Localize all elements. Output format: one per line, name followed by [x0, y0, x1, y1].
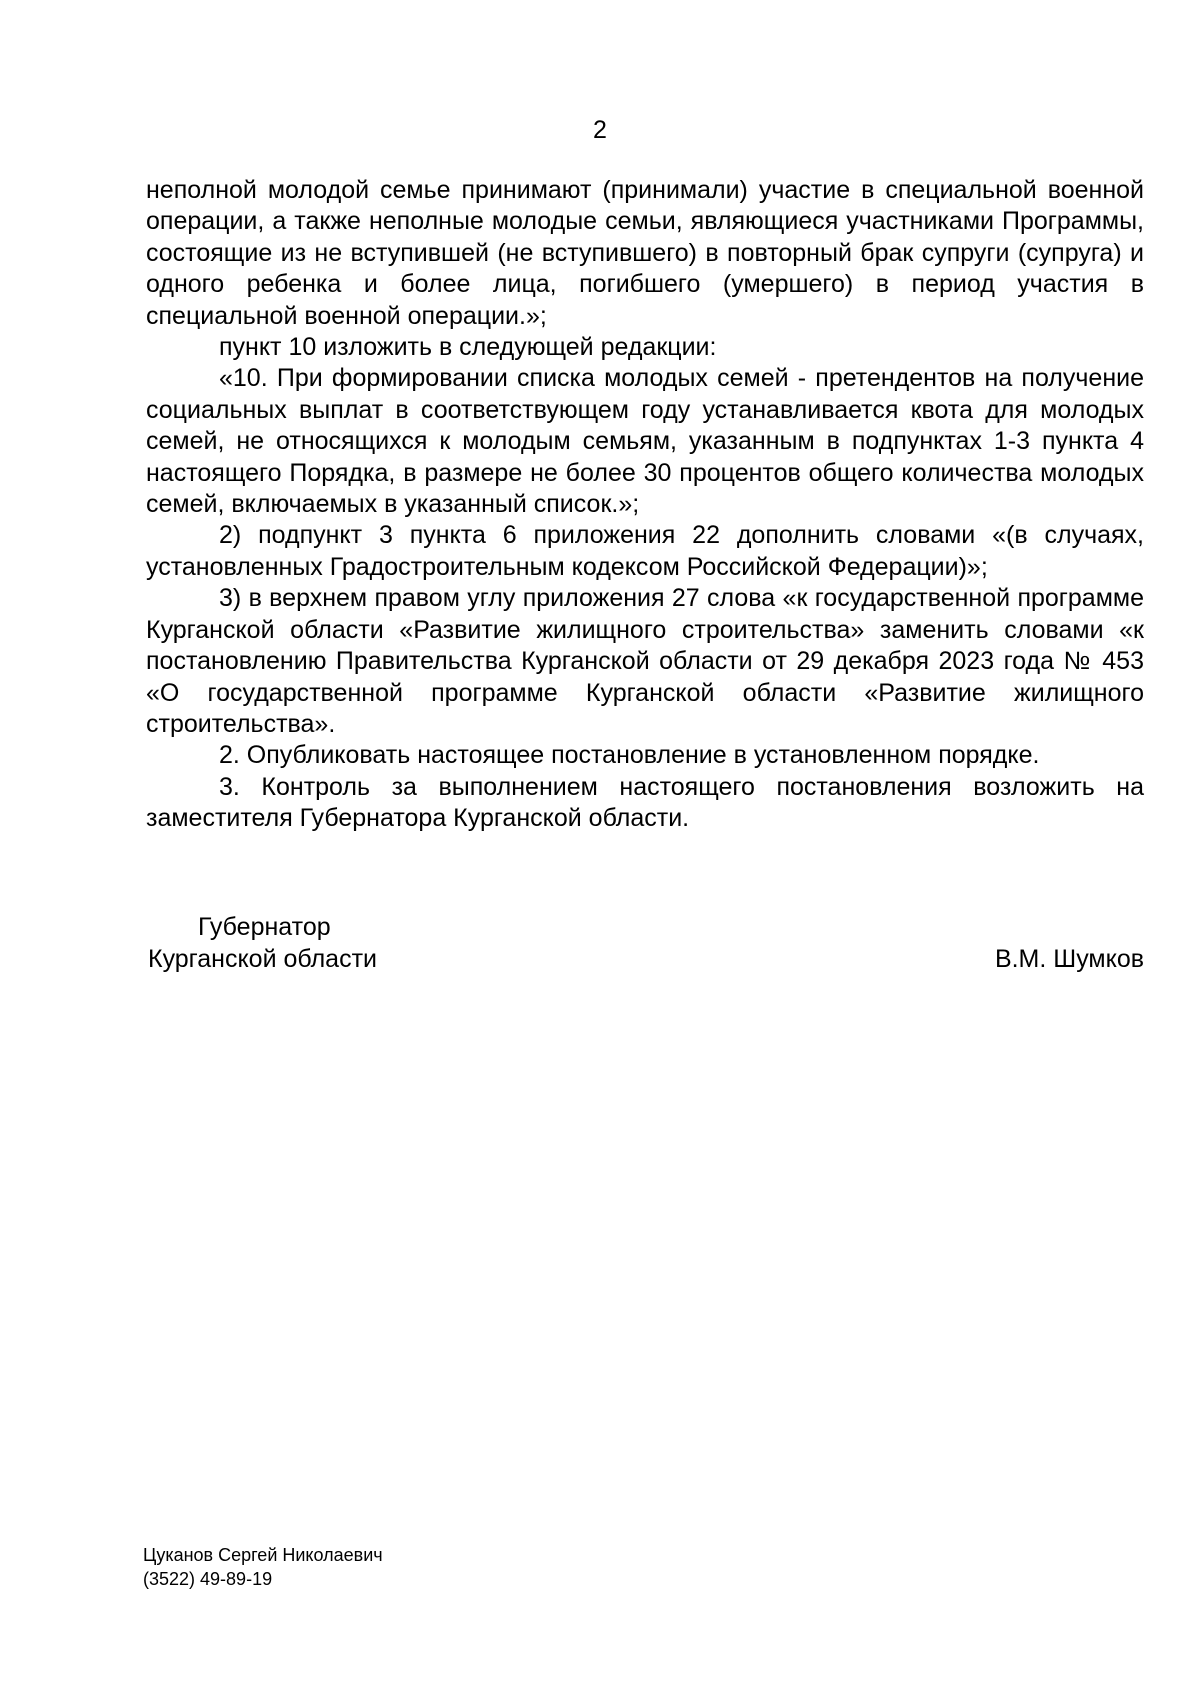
page-number: 2 [593, 116, 607, 144]
document-body [146, 175, 1144, 835]
paragraph-point-10-intro: пункт 10 изложить в следующей редакции: [219, 333, 717, 362]
signatory-position [148, 911, 377, 975]
executor-phone: (3522) 49-89-19 [143, 1569, 273, 1589]
signatory-position-line1: Губернатор [198, 913, 331, 941]
paragraph-subpoint-2: 2) подпункт 3 пункта 6 приложения 22 дополнить словами «(в случаях, установленных Градостроительным кодексом Российской Федерации)»; [146, 521, 1144, 581]
signatory-name: В.М. Шумков [994, 945, 1144, 973]
signatory-position-line2: Курганской области [148, 945, 378, 973]
paragraph-subpoint-3: 3) в верхнем правом углу приложения 27 слова «к государственной программе Курганской области «Развитие жилищного строительства» заменить словами «к постановлению Правительства Курганской области от 29 декабря 2023 года № 453 «О государственной программе Курганской области «Развитие жилищного строительства». [146, 584, 1144, 738]
executor-name: Цуканов Сергей Николаевич [143, 1545, 383, 1565]
paragraph-publish: 2. Опубликовать настоящее постановление в установленном порядке. [219, 741, 1040, 770]
paragraph-point-10-text: «10. При формировании списка молодых семей - претендентов на получение социальных выплат в соответствующем году устанавливается квота для молодых семей, не относящихся к молодым семьям, указанным в подпунктах 1-3 пункта 4 настоящего Порядка, в размере не более 30 процентов общего количества молодых семей, включаемых в указанный список.»; [146, 364, 1144, 519]
executor-block [143, 1543, 383, 1591]
paragraph-control: 3. Контроль за выполнением настоящего постановления возложить на заместителя Губернатора Курганской области. [146, 772, 1144, 833]
paragraph-continuation: неполной молодой семье принимают (принимали) участие в специальной военной операции, а также неполные молодые семьи, являющиеся участниками Программы, состоящие из не вступившей (не вступившего) в повторный брак супруги (супруга) и одного ребенка и более лица, погибшего (умершего) в период участия в специальной военной операции.»; [146, 176, 1144, 330]
